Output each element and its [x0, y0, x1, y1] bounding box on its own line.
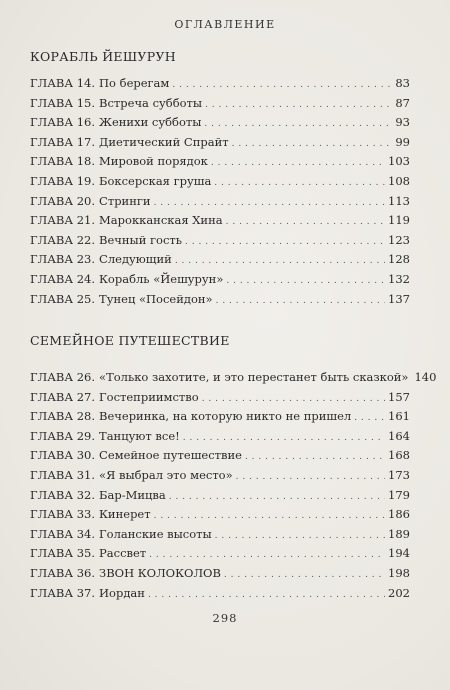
chapter-heading	[30, 390, 199, 404]
chapter-page-number: 128	[388, 252, 410, 267]
chapter-label: ГЛАВА 37.	[30, 585, 96, 600]
toc-entry	[30, 233, 410, 253]
toc-entry	[30, 76, 410, 96]
chapter-heading	[30, 213, 223, 227]
part-title: КОРАБЛЬ ЙЕШУРУН	[30, 49, 176, 64]
chapter-heading	[30, 252, 172, 266]
dot-leader	[226, 213, 385, 227]
chapter-title: Голанские высоты	[99, 526, 212, 541]
chapter-page-number: 157	[388, 389, 410, 404]
toc-entry	[30, 194, 410, 214]
dot-leader	[232, 135, 393, 149]
chapter-title: Тунец «Посейдон»	[99, 291, 213, 306]
dot-leader	[202, 390, 385, 404]
chapter-label: ГЛАВА 27.	[30, 389, 96, 404]
toc-entry	[30, 507, 410, 527]
toc-entry	[30, 252, 410, 272]
chapter-label: ГЛАВА 26.	[30, 370, 96, 384]
chapter-page-number: 173	[388, 467, 410, 482]
chapter-page-number: 137	[388, 291, 410, 306]
chapter-heading	[30, 135, 229, 149]
chapter-page-number: 119	[388, 213, 410, 228]
toc-entry	[30, 546, 410, 566]
toc-entry	[30, 409, 410, 429]
chapter-label: ГЛАВА 36.	[30, 565, 96, 580]
dot-leader	[211, 154, 385, 168]
chapter-page-number: 87	[395, 95, 410, 110]
chapter-title: Иордан	[99, 585, 145, 600]
dot-leader	[204, 115, 392, 129]
chapter-label: ГЛАВА 31.	[30, 467, 96, 482]
chapter-heading	[30, 154, 208, 168]
chapter-page-number: 189	[388, 526, 410, 541]
chapter-title: Гостеприимство	[99, 389, 199, 404]
chapter-title: Вечеринка, на которую никто не пришел	[99, 409, 352, 424]
chapter-page-number: 108	[388, 173, 410, 188]
dot-leader	[154, 194, 385, 208]
chapter-title: Рассвет	[99, 546, 147, 561]
toc-entry	[30, 390, 410, 410]
chapter-heading	[30, 272, 223, 286]
chapter-label: ГЛАВА 35.	[30, 546, 96, 561]
chapter-title: «Я выбрал это место»	[99, 467, 233, 482]
chapter-title: Диетический Спрайт	[99, 134, 229, 149]
chapter-label: ГЛАВА 16.	[30, 115, 96, 130]
toc-entry	[30, 566, 410, 586]
toc-entry	[30, 429, 410, 449]
chapter-heading	[30, 566, 221, 580]
chapter-page-number: 198	[388, 565, 410, 580]
dot-leader	[172, 76, 392, 90]
chapter-title: Вечный гость	[99, 232, 183, 247]
dot-leader	[216, 292, 385, 306]
chapter-heading	[30, 174, 211, 188]
chapter-heading	[30, 507, 151, 521]
chapter-page-number: 186	[388, 507, 410, 522]
chapter-heading	[30, 488, 166, 502]
chapter-title: Корабль «Йешурун»	[99, 271, 224, 286]
toc-entry	[30, 468, 410, 488]
chapter-page-number: 113	[388, 193, 410, 208]
chapter-page-number: 93	[395, 115, 410, 130]
chapter-title: Женихи субботы	[99, 115, 202, 130]
chapter-page-number: 103	[388, 154, 410, 169]
chapter-title: Мировой порядок	[99, 154, 208, 169]
chapter-label: ГЛАВА 14.	[30, 76, 96, 90]
toc-entry	[30, 272, 410, 292]
chapter-heading	[30, 194, 151, 208]
chapter-label: ГЛАВА 18.	[30, 154, 96, 169]
chapter-heading	[30, 429, 180, 443]
chapter-page-number: 164	[388, 428, 410, 443]
toc-entry	[30, 448, 410, 468]
toc-entry	[30, 213, 410, 233]
chapter-label: ГЛАВА 23.	[30, 252, 96, 267]
dot-leader	[214, 174, 385, 188]
chapter-heading	[30, 527, 212, 541]
dot-leader	[245, 448, 385, 462]
chapter-heading	[30, 370, 408, 384]
toc-entry	[30, 135, 410, 155]
chapter-title: Бар-Мицва	[99, 487, 166, 502]
chapter-title: «Только захотите, и это перестанет быть сказкой»	[99, 370, 409, 384]
chapter-label: ГЛАВА 19.	[30, 173, 96, 188]
chapter-label: ГЛАВА 30.	[30, 448, 96, 463]
chapter-title: Следующий	[99, 252, 172, 267]
chapter-title: Боксерская груша	[99, 173, 212, 188]
chapter-page-number: 202	[388, 585, 410, 600]
chapter-title: По берегам	[99, 76, 170, 90]
chapter-label: ГЛАВА 20.	[30, 193, 96, 208]
toc-entry	[30, 154, 410, 174]
chapter-heading	[30, 76, 169, 90]
chapter-heading	[30, 586, 145, 600]
chapter-label: ГЛАВА 28.	[30, 409, 96, 424]
toc-entry	[30, 370, 437, 390]
chapter-label: ГЛАВА 24.	[30, 271, 96, 286]
toc-entry	[30, 586, 410, 606]
chapter-page-number: 83	[395, 76, 410, 90]
chapter-label: ГЛАВА 34.	[30, 526, 96, 541]
toc-list	[30, 76, 410, 311]
part-title: СЕМЕЙНОЕ ПУТЕШЕСТВИЕ	[30, 333, 230, 348]
page-number: 298	[212, 611, 238, 625]
chapter-label: ГЛАВА 22.	[30, 232, 96, 247]
chapter-heading	[30, 115, 201, 129]
dot-leader	[224, 566, 385, 580]
toc-entry	[30, 488, 410, 508]
chapter-heading	[30, 448, 242, 462]
chapter-label: ГЛАВА 32.	[30, 487, 96, 502]
dot-leader	[148, 586, 385, 600]
chapter-title: ЗВОН КОЛОКОЛОВ	[99, 565, 221, 580]
dot-leader	[205, 96, 392, 110]
chapter-label: ГЛАВА 17.	[30, 134, 96, 149]
dot-leader	[149, 546, 385, 560]
toc-list	[30, 370, 437, 605]
dot-leader	[354, 409, 385, 423]
chapter-title: Семейное путешествие	[99, 448, 242, 463]
chapter-label: ГЛАВА 29.	[30, 428, 96, 443]
chapter-page-number: 179	[388, 487, 410, 502]
chapter-title: Встреча субботы	[99, 95, 203, 110]
chapter-heading	[30, 409, 351, 423]
dot-leader	[175, 252, 385, 266]
chapter-heading	[30, 546, 146, 560]
dot-leader	[169, 488, 385, 502]
chapter-page-number: 168	[388, 448, 410, 463]
chapter-label: ГЛАВА 25.	[30, 291, 96, 306]
dot-leader	[183, 429, 385, 443]
chapter-page-number: 161	[388, 409, 410, 424]
chapter-page-number: 99	[395, 134, 410, 149]
dot-leader	[236, 468, 385, 482]
chapter-heading	[30, 233, 182, 247]
chapter-heading	[30, 468, 233, 482]
chapter-heading	[30, 96, 202, 110]
toc-entry	[30, 115, 410, 135]
dot-leader	[154, 507, 385, 521]
chapter-title: Стринги	[99, 193, 151, 208]
dot-leader	[215, 527, 385, 541]
chapter-heading	[30, 292, 213, 306]
chapter-page-number: 194	[388, 546, 410, 561]
toc-entry	[30, 96, 410, 116]
chapter-label: ГЛАВА 33.	[30, 507, 96, 522]
toc-entry	[30, 174, 410, 194]
part-korabl-yeshurun	[30, 49, 410, 311]
toc-entry	[30, 292, 410, 312]
chapter-label: ГЛАВА 15.	[30, 95, 96, 110]
chapter-title: Танцуют все!	[99, 428, 180, 443]
chapter-label: ГЛАВА 21.	[30, 213, 96, 228]
chapter-page-number: 140	[414, 370, 437, 384]
part-semeinoe-puteshestvie	[30, 333, 437, 605]
dot-leader	[185, 233, 385, 247]
chapter-page-number: 123	[388, 232, 410, 247]
chapter-page-number: 132	[388, 271, 410, 286]
running-head: ОГЛАВЛЕНИЕ	[174, 18, 276, 31]
chapter-title: Кинерет	[99, 507, 151, 522]
chapter-title: Марокканская Хина	[99, 213, 223, 228]
dot-leader	[226, 272, 385, 286]
toc-entry	[30, 527, 410, 547]
